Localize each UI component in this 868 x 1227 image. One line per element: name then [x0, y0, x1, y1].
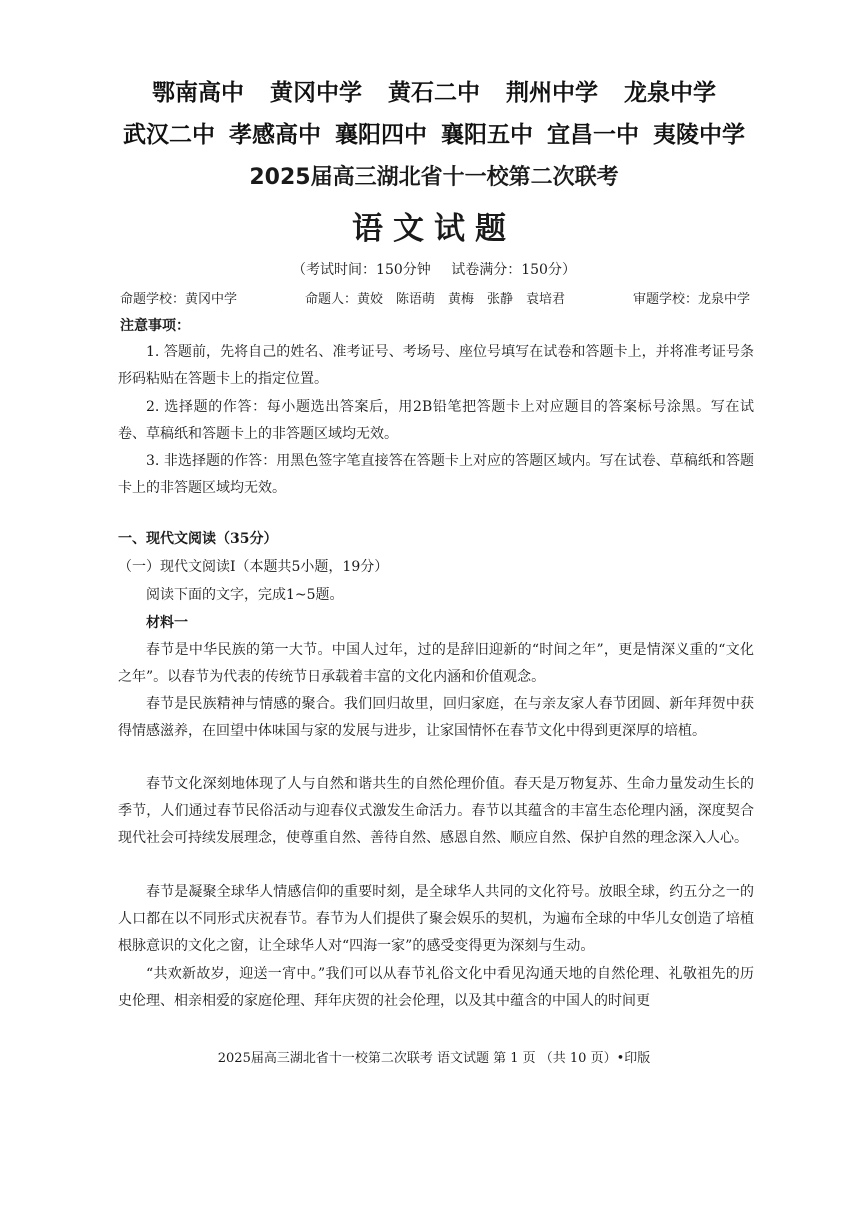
note-item: 1. 答题前，先将自己的姓名、准考证号、考场号、座位号填写在试卷和答题卡上，并将准考证号条形码粘贴在答题卡上的指定位置。: [118, 344, 754, 387]
subsection-title: （一）现代文阅读Ⅰ（本题共5小题，19分）: [118, 559, 389, 575]
school-name: 黄冈中学: [269, 80, 362, 106]
paragraph: 春节是中华民族的第一大节。中国人过年，过的是辞旧迎新的“时间之年”，更是情深义重的“文化之年”。以春节为代表的传统节日承载着丰富的文化内涵和价值观念。: [118, 642, 754, 685]
school-name: 襄阳四中: [334, 122, 427, 148]
authors: 命题人：黄姣 陈语萌 黄梅 张静 袁培君: [304, 292, 565, 307]
school-name: 宜昌一中: [547, 122, 640, 148]
exam-title: 2025届高三湖北省十一校第二次联考: [249, 165, 619, 190]
notes-title: 注意事项：: [120, 318, 190, 334]
exam-time-info: [0, 259, 868, 279]
author-school: 命题学校：黄冈中学: [120, 292, 238, 307]
exam-time: （考试时间：150分钟: [292, 262, 431, 278]
section-title: 一、现代文阅读（35分）: [118, 531, 278, 547]
school-name: 夷陵中学: [653, 122, 746, 148]
paragraph: 春节是凝聚全球华人情感信仰的重要时刻，是全球华人共同的文化符号。放眼全球，约五分之一的人口都在以不同形式庆祝春节。春节为人们提供了聚会娱乐的契机，为遍布全球的中华儿女创造了培植根脉意识的文化之窗，让全球华人对“四海一家”的感受变得更为深刻与生动。: [118, 884, 754, 954]
paragraph: 春节是民族精神与情感的聚合。我们回归故里，回归家庭，在与亲友家人春节团圆、新年拜贺中获得情感滋养，在回望中体味国与家的发展与进步，让家国情怀在春节文化中得到更深厚的培植。: [118, 696, 754, 739]
reading-instruction: 阅读下面的文字，完成1~5题。: [146, 587, 344, 603]
school-name: 武汉二中: [122, 122, 215, 148]
page-footer: 2025届高三湖北省十一校第二次联考 语文试题 第 1 页 （共 10 页）•印版: [217, 1051, 651, 1066]
material-label: 材料一: [146, 615, 188, 631]
school-name: 荆州中学: [506, 80, 599, 106]
school-name: 黄石二中: [388, 80, 480, 106]
note-item: 2. 选择题的作答：每小题选出答案后，用2B铅笔把答题卡上对应题目的答案标号涂黑。写在试卷、草稿纸和答题卡上的非答题区域均无效。: [118, 399, 754, 442]
authors-line: [120, 288, 750, 307]
paragraph: “共欢新故岁，迎送一宵中。”我们可以从春节礼俗文化中看见沟通天地的自然伦理、礼敬祖先的历史伦理、相亲相爱的家庭伦理、拜年庆贺的社会伦理，以及其中蕴含的中国人的时间更: [118, 966, 754, 1009]
review-school: 审题学校：龙泉中学: [632, 292, 750, 307]
school-name: 襄阳五中: [441, 122, 533, 148]
exam-score: 试卷满分：150分）: [451, 262, 576, 278]
schools-row-1: [0, 74, 868, 107]
school-name: 龙泉中学: [624, 80, 717, 106]
schools-row-2: [0, 116, 868, 149]
subject-title: 语文试题: [352, 211, 516, 247]
paragraph: 春节文化深刻地体现了人与自然和谐共生的自然伦理价值。春天是万物复苏、生命力量发动生长的季节，人们通过春节民俗活动与迎春仪式激发生命活力。春节以其蕴含的丰富生态伦理内涵，深度契合现代社会可持续发展理念，使尊重自然、善待自然、感恩自然、顺应自然、保护自然的理念深入人心。: [118, 776, 754, 846]
school-name: 鄂南高中: [151, 80, 244, 106]
school-name: 孝感高中: [228, 122, 321, 148]
note-item: 3. 非选择题的作答：用黑色签字笔直接答在答题卡上对应的答题区域内。写在试卷、草稿纸和答题卡上的非答题区域均无效。: [118, 453, 754, 496]
